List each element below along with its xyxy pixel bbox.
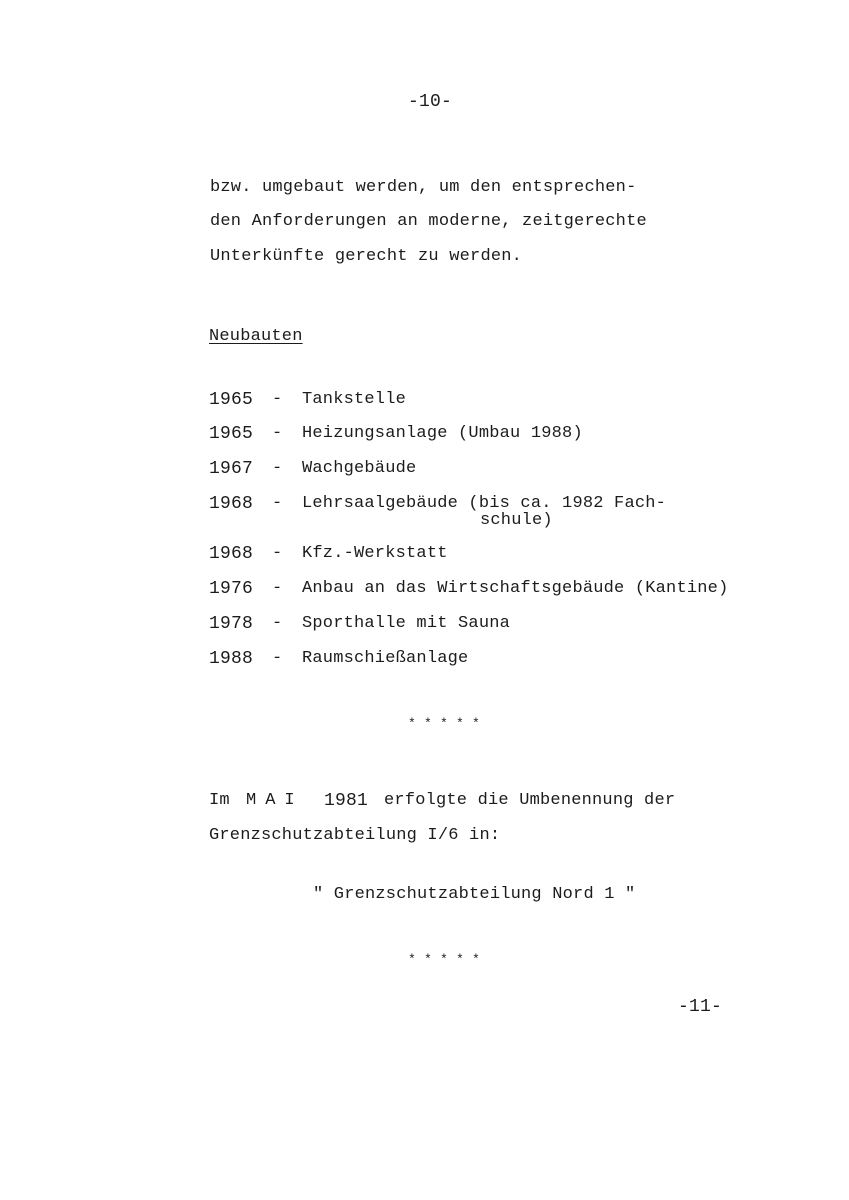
intro-line-3: Unterkünfte gerecht zu werden.	[210, 247, 523, 266]
separator-stars: * * * * *	[408, 716, 481, 731]
entry-text: Lehrsaalgebäude (bis ca. 1982 Fach-	[302, 494, 667, 513]
entry-text: Raumschießanlage	[302, 649, 469, 668]
intro-line-1: bzw. umgebaut werden, um den entsprechen-	[210, 178, 637, 197]
rename-year: 1981	[324, 791, 369, 811]
intro-line-2: den Anforderungen an moderne, zeitgerechte	[210, 212, 647, 231]
entry-year: 1976	[209, 579, 254, 599]
rename-line-2: Grenzschutzabteilung I/6 in:	[209, 826, 501, 845]
entry-text-continuation: schule)	[480, 511, 553, 530]
next-page-number: -11-	[678, 997, 723, 1017]
rename-suffix: erfolgte die Umbenennung der	[384, 791, 676, 810]
entry-dash: -	[272, 424, 283, 443]
entry-text: Anbau an das Wirtschaftsgebäude (Kantine)	[302, 579, 729, 598]
entry-dash: -	[272, 459, 283, 478]
entry-text: Sporthalle mit Sauna	[302, 614, 511, 633]
entry-text: Tankstelle	[302, 390, 407, 409]
section-title: Neubauten	[209, 327, 303, 346]
entry-year: 1968	[209, 544, 254, 564]
entry-year: 1968	[209, 494, 254, 514]
entry-year: 1978	[209, 614, 254, 634]
entry-dash: -	[272, 614, 283, 633]
entry-year: 1967	[209, 459, 254, 479]
entry-dash: -	[272, 544, 283, 563]
entry-year: 1988	[209, 649, 254, 669]
entry-dash: -	[272, 494, 283, 513]
entry-dash: -	[272, 579, 283, 598]
new-unit-name: " Grenzschutzabteilung Nord 1 "	[313, 885, 636, 904]
page-number: -10-	[408, 92, 453, 112]
rename-month: MAI	[246, 791, 304, 810]
entry-text: Heizungsanlage (Umbau 1988)	[302, 424, 583, 443]
separator-stars-2: * * * * *	[408, 952, 481, 967]
rename-prefix: Im	[209, 791, 230, 810]
entry-text: Wachgebäude	[302, 459, 417, 478]
entry-year: 1965	[209, 424, 254, 444]
entry-dash: -	[272, 390, 283, 409]
entry-dash: -	[272, 649, 283, 668]
entry-year: 1965	[209, 390, 254, 410]
entry-text: Kfz.-Werkstatt	[302, 544, 448, 563]
